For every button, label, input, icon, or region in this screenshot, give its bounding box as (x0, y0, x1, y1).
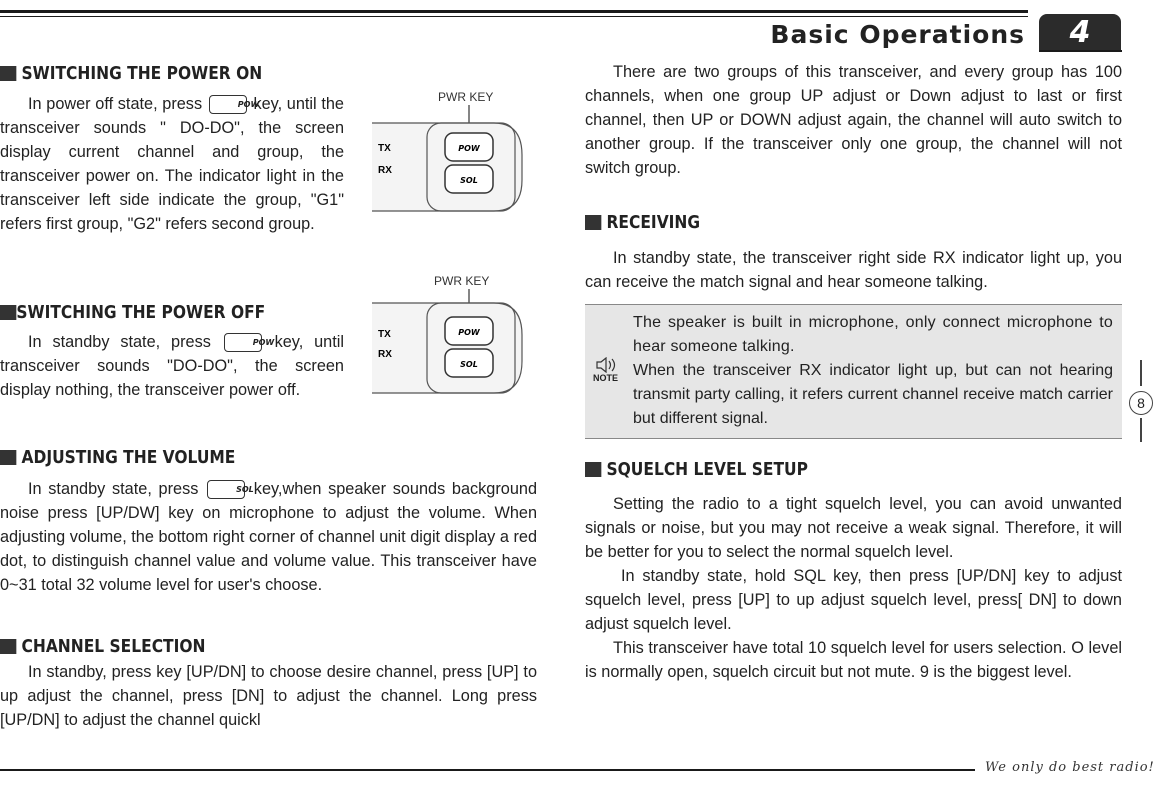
note-label: NOTE (593, 373, 619, 383)
squelch-text: Setting the radio to a tight squelch level, you can avoid unwanted signals or noise, but you may not receive a weak signal. Therefore, it will be better for you to select the normal squelch level. In standby state, hold SQL key, then press [UP/DN] key to adjust squelch level, press [UP] to up adjust squelch level, press[ DN] to down adjust squelch level. This transceiver have total 10 squelch level for users selection. O level is normally open, squelch circuit but not mute. 9 is the biggest level. (585, 495, 1122, 681)
heading-text: SQUELCH LEVEL SETUP (606, 459, 808, 480)
heading-bullet (0, 639, 16, 654)
power-on-text: In power off state, press POW key, until the transceiver sounds " DO-DO", the screen display current channel and group, the transceiver power on. The indicator light in the transceiver left side indicate the group, "G1" refers first group, "G2" refers second group. (0, 95, 344, 233)
header-rule-bottom (0, 16, 1028, 17)
note-text: The speaker is built in microphone, only connect microphone to hear someone talking. When the transceiver RX indicator light up, but can not hearing transmit party calling, it refers current channel receive match carrier but different signal. (633, 314, 1113, 427)
sol-key-icon: SOL (207, 480, 245, 499)
heading-bullet (585, 462, 601, 477)
radio-panel-illustration (372, 289, 534, 395)
svg-text:RX: RX (378, 165, 392, 176)
heading-channel (0, 636, 205, 657)
channel-text: In standby, press key [UP/DN] to choose desire channel, press [UP] to up adjust the channel, press [DN] to adjust the channel. Long press [UP/DN] to adjust the channel quickl (0, 663, 537, 729)
heading-bullet (0, 450, 16, 465)
page-title: Basic Operations (770, 20, 1025, 49)
pow-key-icon: POW (209, 95, 247, 114)
page-marker-top (1140, 360, 1142, 386)
heading-bullet (0, 305, 16, 320)
svg-text:SOL: SOL (460, 360, 478, 369)
header-rule-top (0, 10, 1028, 13)
receiving-text: In standby state, the transceiver right side RX indicator light up, you can receive the match signal and hear someone talking. (585, 249, 1122, 291)
page-number: 8 (1129, 391, 1153, 415)
slogan: We only do best radio! (985, 760, 1155, 775)
pow-key-icon: POW (224, 333, 262, 352)
heading-bullet (585, 215, 601, 230)
heading-text: SWITCHING THE POWER OFF (16, 302, 266, 323)
radio-panel-illustration (372, 105, 534, 213)
volume-text: In standby state, press SOL key,when speaker sounds background noise press [UP/DW] key on microphone to adjust the volume. When adjusting volume, the bottom right corner of channel unit digit display a red dot, to distinguish channel value and volume value. This transceiver have 0~31 total 32 volume level for user's choose. (0, 480, 538, 594)
heading-bullet (0, 66, 16, 81)
footer-rule (0, 769, 975, 771)
header-rule-right (1039, 50, 1122, 52)
svg-text:TX: TX (378, 329, 391, 340)
heading-text: SWITCHING THE POWER ON (21, 63, 263, 84)
svg-text:SOL: SOL (460, 176, 478, 185)
heading-power-off (0, 302, 265, 323)
heading-squelch (585, 459, 808, 480)
pwr-key-label: PWR KEY (434, 274, 490, 288)
heading-text: CHANNEL SELECTION (21, 636, 206, 657)
groups-text: There are two groups of this transceiver, and every group has 100 channels, when one group UP adjust or Down adjust to last or first channel, then UP or DOWN adjust again, the channel will auto switch to another group. If the transceiver only one group, the channel will not switch group. (585, 63, 1122, 177)
heading-volume (0, 447, 235, 468)
heading-text: RECEIVING (606, 212, 701, 233)
svg-text:RX: RX (378, 349, 392, 360)
speaker-icon (595, 357, 619, 373)
svg-text:TX: TX (378, 143, 391, 154)
svg-text:POW: POW (458, 144, 480, 153)
page-marker-bottom (1140, 418, 1142, 442)
heading-text: ADJUSTING THE VOLUME (21, 447, 236, 468)
pwr-key-label: PWR KEY (438, 90, 494, 104)
note-box (585, 304, 1122, 439)
chapter-tab: 4 (1039, 14, 1121, 50)
power-off-text: In standby state, press POW key, until transceiver sounds "DO-DO", the screen display nothing, the transceiver power off. (0, 333, 344, 399)
heading-receiving (585, 212, 700, 233)
heading-power-on (0, 63, 262, 84)
svg-text:POW: POW (458, 328, 480, 337)
